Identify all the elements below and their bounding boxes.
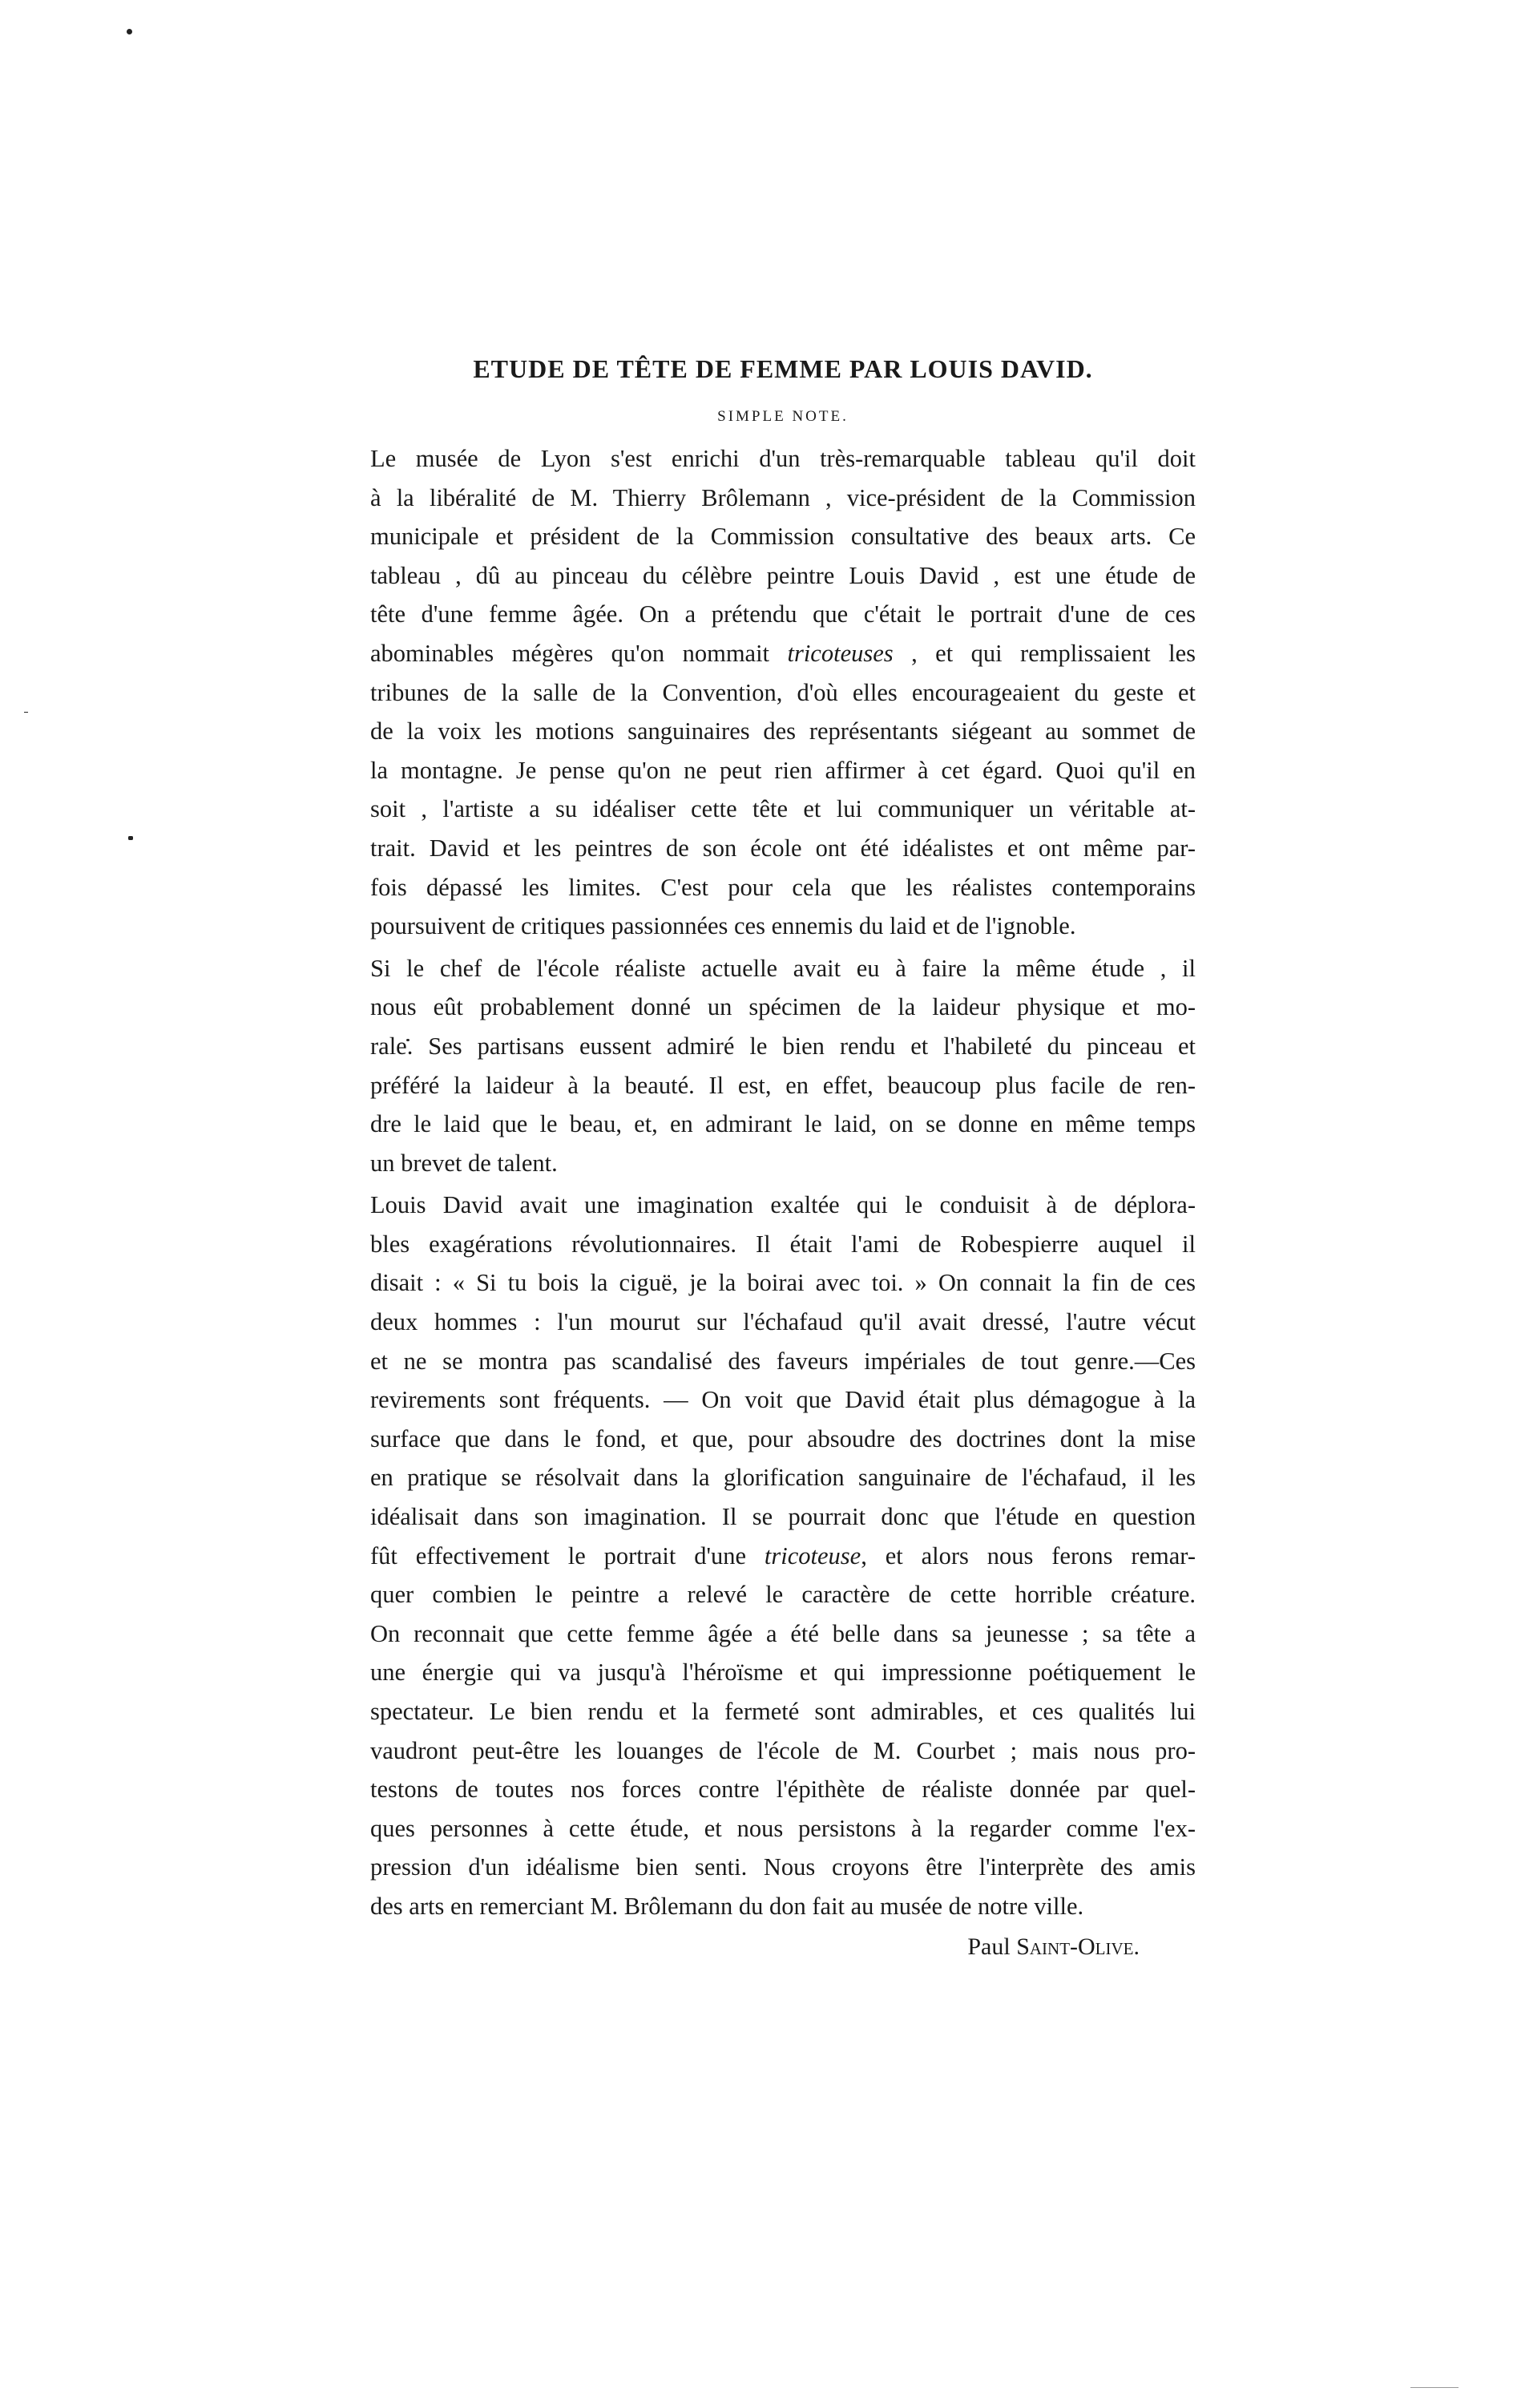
text-line: vaudront peut-être les louanges de l'école de M. Courbet ; mais nous pro- xyxy=(370,1736,1196,1764)
text-line: revirements sont fréquents. — On voit que David était plus démagogue à la xyxy=(370,1386,1196,1414)
ink-speck xyxy=(128,836,133,840)
text-line: tribunes de la salle de la Convention, d'où elles encourageaient du geste et xyxy=(370,678,1196,706)
italic-term: tricoteuses xyxy=(787,639,894,667)
text-line: spectateur. Le bien rendu et la fermeté sont admirables, et ces qualités lui xyxy=(370,1698,1196,1725)
text-line: à la libéralité de M. Thierry Brôlemann , vice-président de la Commission xyxy=(370,483,1196,511)
paragraph-3 xyxy=(370,1186,1196,1925)
text-line: un brevet de talent. xyxy=(370,1149,558,1177)
text-line: soit , l'artiste a su idéaliser cette tête et lui communiquer un véritable at- xyxy=(370,795,1196,823)
text-line: Le musée de Lyon s'est enrichi d'un très-remarquable tableau qu'il doit xyxy=(370,445,1196,472)
text-line: rale. Ses partisans eussent admiré le bien rendu et l'habileté du pinceau et xyxy=(370,1032,1196,1060)
text-line: en pratique se résolvait dans la glorification sanguinaire de l'échafaud, il les xyxy=(370,1464,1196,1492)
article-subtitle: SIMPLE NOTE. xyxy=(717,408,849,425)
text-line: dre le laid que le beau, et, en admirant le laid, on se donne en même temps xyxy=(370,1110,1196,1138)
text-line: préféré la laideur à la beauté. Il est, en effet, beaucoup plus facile de ren- xyxy=(370,1071,1196,1099)
text-line: des arts en remerciant M. Brôlemann du don fait au musée de notre ville. xyxy=(370,1892,1084,1920)
text-line: quer combien le peintre a relevé le caractère de cette horrible créature. xyxy=(370,1581,1196,1609)
italic-term: tricoteuse xyxy=(764,1541,861,1570)
text-line: Louis David avait une imagination exaltée qui le conduisit à de déplora- xyxy=(370,1191,1196,1219)
text-line: poursuivent de critiques passionnées ces ennemis du laid et de l'ignoble. xyxy=(370,912,1076,940)
text-line: une énergie qui va jusqu'à l'héroïsme et qui impressionne poétiquement le xyxy=(370,1659,1196,1687)
text-line: On reconnait que cette femme âgée a été belle dans sa jeunesse ; sa tête a xyxy=(370,1619,1196,1647)
text-line: fût effectivement le portrait d'une tricoteuse, et alors nous ferons remar- xyxy=(370,1541,1196,1570)
author-last-name: Saint-Olive. xyxy=(1016,1933,1140,1960)
text-line: de la voix les motions sanguinaires des représentants siégeant au sommet de xyxy=(370,717,1196,745)
text-line: pression d'un idéalisme bien senti. Nous croyons être l'interprète des amis xyxy=(370,1853,1196,1881)
paragraph-2 xyxy=(370,949,1196,1183)
text-line: surface que dans le fond, et que, pour absoudre des doctrines dont la mise xyxy=(370,1424,1196,1452)
text-line: fois dépassé les limites. C'est pour cela que les réalistes contemporains xyxy=(370,873,1196,901)
text-line: deux hommes : l'un mourut sur l'échafaud qu'il avait dressé, l'autre vécut xyxy=(370,1308,1196,1336)
article xyxy=(370,353,1196,1965)
text-line: tête d'une femme âgée. On a prétendu que c'était le portrait d'une de ces xyxy=(370,600,1196,628)
text-line: bles exagérations révolutionnaires. Il était l'ami de Robespierre auquel il xyxy=(370,1230,1196,1258)
ink-speck xyxy=(24,712,28,713)
text-line: la montagne. Je pense qu'on ne peut rien affirmer à cet égard. Quoi qu'il en xyxy=(370,756,1196,784)
text-line: trait. David et les peintres de son école ont été idéalistes et ont même par- xyxy=(370,834,1196,862)
text-line: disait : « Si tu bois la ciguë, je la boirai avec toi. » On connait la fin de ces xyxy=(370,1269,1196,1297)
text-line: municipale et président de la Commission consultative des beaux arts. Ce xyxy=(370,523,1196,551)
text-line: tableau , dû au pinceau du célèbre peintre Louis David , est une étude de xyxy=(370,561,1196,589)
text-line: abominables mégères qu'on nommait tricoteuses , et qui remplissaient les xyxy=(370,639,1196,667)
text-line: et ne se montra pas scandalisé des faveurs impériales de tout genre.—Ces xyxy=(370,1347,1196,1375)
author-first-name: Paul xyxy=(967,1933,1017,1960)
text-line: Si le chef de l'école réaliste actuelle avait eu à faire la même étude , il xyxy=(370,954,1196,982)
ink-speck xyxy=(127,29,132,34)
text-line: ques personnes à cette étude, et nous persistons à la regarder comme l'ex- xyxy=(370,1814,1196,1842)
text-line: nous eût probablement donné un spécimen de la laideur physique et mo- xyxy=(370,993,1196,1021)
text-line: testons de toutes nos forces contre l'épithète de réaliste donnée par quel- xyxy=(370,1776,1196,1804)
ink-speck xyxy=(1410,2387,1459,2388)
paragraph-1 xyxy=(370,439,1196,946)
article-title: ETUDE DE TÊTE DE FEMME PAR LOUIS DAVID. xyxy=(473,354,1093,383)
text-line: idéalisait dans son imagination. Il se pourrait donc que l'étude en question xyxy=(370,1503,1196,1531)
author-signature xyxy=(370,1929,1196,1965)
